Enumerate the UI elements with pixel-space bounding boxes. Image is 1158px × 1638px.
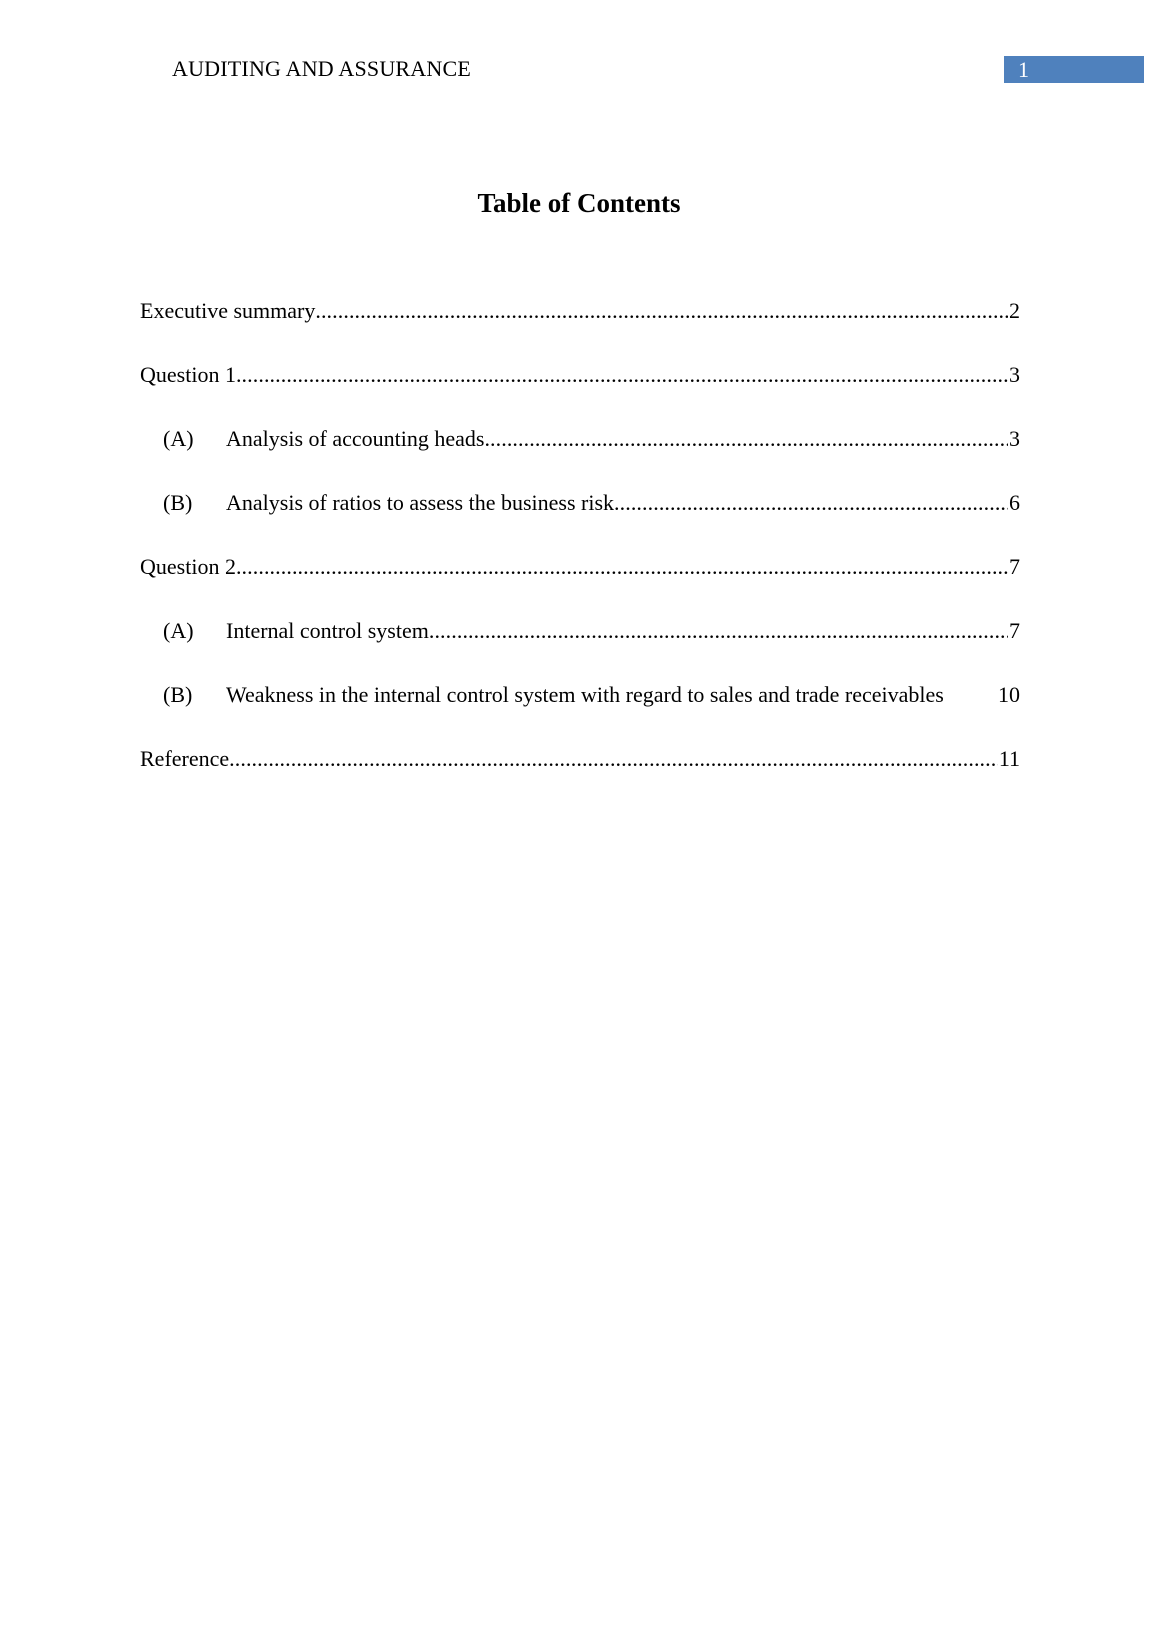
toc-entry-page: 6 — [1009, 490, 1020, 515]
toc-title: Table of Contents — [477, 188, 681, 218]
toc-dot-leader — [315, 296, 1008, 326]
toc-entry-marker: (A) — [163, 426, 194, 451]
table-of-contents — [140, 296, 1020, 808]
toc-dot-leader — [429, 616, 1008, 646]
toc-entry-q1-a[interactable] — [140, 424, 1020, 488]
toc-entry-text: Weakness in the internal control system with regard to sales and trade receivables — [226, 682, 944, 707]
toc-dot-leader — [236, 552, 1008, 582]
toc-entry-q2-a[interactable] — [140, 616, 1020, 680]
toc-entry-page: 3 — [1009, 426, 1020, 451]
toc-entry-marker: (B) — [163, 682, 193, 707]
toc-entry-q1-b[interactable] — [140, 488, 1020, 552]
toc-entry-reference[interactable] — [140, 744, 1020, 808]
toc-entry-text: Executive summary — [140, 298, 316, 323]
toc-entry-text: Reference — [140, 746, 230, 771]
toc-dot-leader — [614, 488, 1008, 518]
toc-entry-page: 7 — [1009, 554, 1020, 579]
toc-dot-leader — [229, 744, 998, 774]
toc-entry-question-1[interactable] — [140, 360, 1020, 424]
toc-entry-page: 11 — [998, 746, 1020, 771]
toc-entry-text: Question 2 — [140, 554, 236, 579]
toc-entry-executive-summary[interactable] — [140, 296, 1020, 360]
toc-dot-leader — [484, 424, 1008, 454]
toc-dot-leader — [236, 360, 1008, 390]
toc-entry-question-2[interactable] — [140, 552, 1020, 616]
toc-entry-page: 10 — [998, 682, 1020, 707]
page-number: 1 — [1018, 57, 1029, 82]
toc-entry-text: Internal control system — [226, 618, 429, 643]
toc-entry-page: 2 — [1009, 298, 1020, 323]
page-number-box — [1004, 56, 1144, 83]
toc-entry-page: 7 — [1009, 618, 1020, 643]
toc-entry-page: 3 — [1009, 362, 1020, 387]
toc-entry-text: Question 1 — [140, 362, 236, 387]
toc-entry-q2-b[interactable] — [140, 680, 1020, 744]
running-head: AUDITING AND ASSURANCE — [172, 56, 471, 81]
toc-entry-marker: (A) — [163, 618, 194, 643]
toc-entry-text: Analysis of ratios to assess the business risk — [226, 490, 615, 515]
toc-entry-marker: (B) — [163, 490, 193, 515]
toc-entry-text: Analysis of accounting heads — [226, 426, 485, 451]
